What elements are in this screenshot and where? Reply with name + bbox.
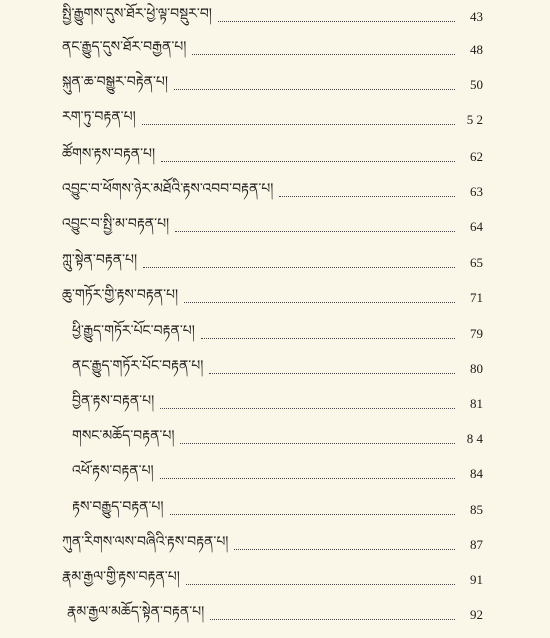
toc-entry-page: 87: [470, 537, 483, 552]
toc-entry: [0, 177, 550, 207]
toc-entry-page: 85: [470, 502, 483, 517]
toc-entry-title: ནང་རྒྱུད་དུས་ཐོར་བརྒྱན་པ།: [62, 39, 187, 55]
toc-entry-page: 5 2: [466, 112, 483, 127]
dot-leader: [209, 373, 455, 374]
dot-leader: [234, 549, 455, 550]
toc-entry-page: 8 4: [466, 431, 483, 446]
toc-entry-title: གསང་མཆོད་བརྟན་པ།: [72, 428, 175, 444]
dot-leader: [279, 196, 455, 197]
toc-entry-title: རྣམ་རྒྱལ་མཆོད་སྟེན་བརྟན་པ།: [67, 604, 205, 620]
toc-entry: [0, 142, 550, 172]
toc-entry-page: 50: [470, 77, 483, 92]
toc-entry: [0, 424, 550, 454]
toc-entry: [0, 319, 550, 349]
toc-entry-title: འཕོ་རྟས་བརྟན་པ།: [72, 463, 154, 479]
toc-entry: [0, 105, 550, 135]
toc-entry: [0, 354, 550, 384]
toc-entry-page: 81: [470, 396, 483, 411]
dot-leader: [180, 443, 455, 444]
toc-entry: [0, 35, 550, 65]
toc-entry: [0, 459, 550, 489]
toc-entry-title: ཆུ་གཏོར་གྱི་རྟས་བརྟན་པ།: [62, 287, 179, 303]
toc-entry-page: 65: [470, 255, 483, 270]
dot-leader: [174, 89, 455, 90]
dot-leader: [143, 267, 455, 268]
toc-entry-title: འབྱུང་བ་སྤྱི་མ་བརྟན་པ།: [62, 216, 170, 232]
toc-entry-page: 91: [470, 572, 483, 587]
toc-entry-page: 48: [470, 42, 483, 57]
dot-leader: [161, 161, 455, 162]
toc-entry: [0, 389, 550, 419]
dot-leader: [170, 514, 455, 515]
toc-entry-title: ཚོགས་རྟས་བརྟན་པ།: [62, 146, 156, 162]
toc-entry-page: 64: [470, 219, 483, 234]
toc-entry-title: བྱིན་རྟས་བརྟན་པ།: [72, 393, 155, 409]
toc-entry-page: 62: [470, 149, 483, 164]
toc-entry-page: 43: [470, 9, 483, 24]
toc-entry-title: ཕྱི་རྒྱུད་གཏོར་པོང་བརྟན་པ།: [72, 323, 195, 339]
dot-leader: [210, 619, 455, 620]
toc-entry-title: སྐུན་ཆ་བསྒྱུར་བརྟེན་པ།: [62, 74, 169, 90]
dot-leader: [192, 54, 455, 55]
dot-leader: [142, 124, 455, 125]
toc-entry: [0, 600, 550, 630]
toc-entry: [0, 495, 550, 525]
toc-entry: [0, 565, 550, 595]
toc-entry-title: རྣམ་རྒྱལ་གྱི་རྟས་བརྟན་པ།: [62, 569, 180, 585]
toc-entry-page: 63: [470, 184, 483, 199]
toc-entry-title: ནང་རྒྱུད་གཏོར་པོང་བརྟན་པ།: [72, 358, 204, 374]
toc-entry-title: སྤྱི་རྒྱུགས་དུས་ཐོར་ཕྱེ་ལྟ་བསྡུར་བ།: [62, 6, 212, 22]
toc-entry: [0, 2, 550, 32]
toc-entry: [0, 70, 550, 100]
toc-entry-page: 84: [470, 466, 483, 481]
toc-entry-title: འབྱུང་བ་ཕོགས་ཉེར་མཐོའི་རྟས་འབབ་བརྟན་པ།: [62, 181, 274, 197]
toc-entry: [0, 248, 550, 278]
toc-entry-page: 79: [470, 326, 483, 341]
dot-leader: [218, 21, 455, 22]
dot-leader: [201, 338, 455, 339]
toc-entry-page: 71: [470, 290, 483, 305]
toc-entry-page: 80: [470, 361, 483, 376]
toc-entry-title: རག་ཏུ་བརྟན་པ།: [62, 109, 136, 125]
dot-leader: [160, 408, 455, 409]
toc-entry-title: ཀླུ་སྟེན་བརྟན་པ།: [62, 252, 138, 268]
dot-leader: [186, 584, 455, 585]
toc-entry: [0, 283, 550, 313]
toc-entry: [0, 212, 550, 242]
dot-leader: [160, 478, 455, 479]
toc-entry: [0, 530, 550, 560]
toc-entry-title: ཀུན་རིགས་ལས་བཞིའི་རྟས་བརྟན་པ།: [62, 534, 229, 550]
dot-leader: [175, 231, 455, 232]
toc-entry-page: 92: [470, 607, 483, 622]
toc-entry-title: རྟས་བརྒྱུད་བརྟན་པ།: [72, 499, 164, 515]
dot-leader: [184, 302, 455, 303]
